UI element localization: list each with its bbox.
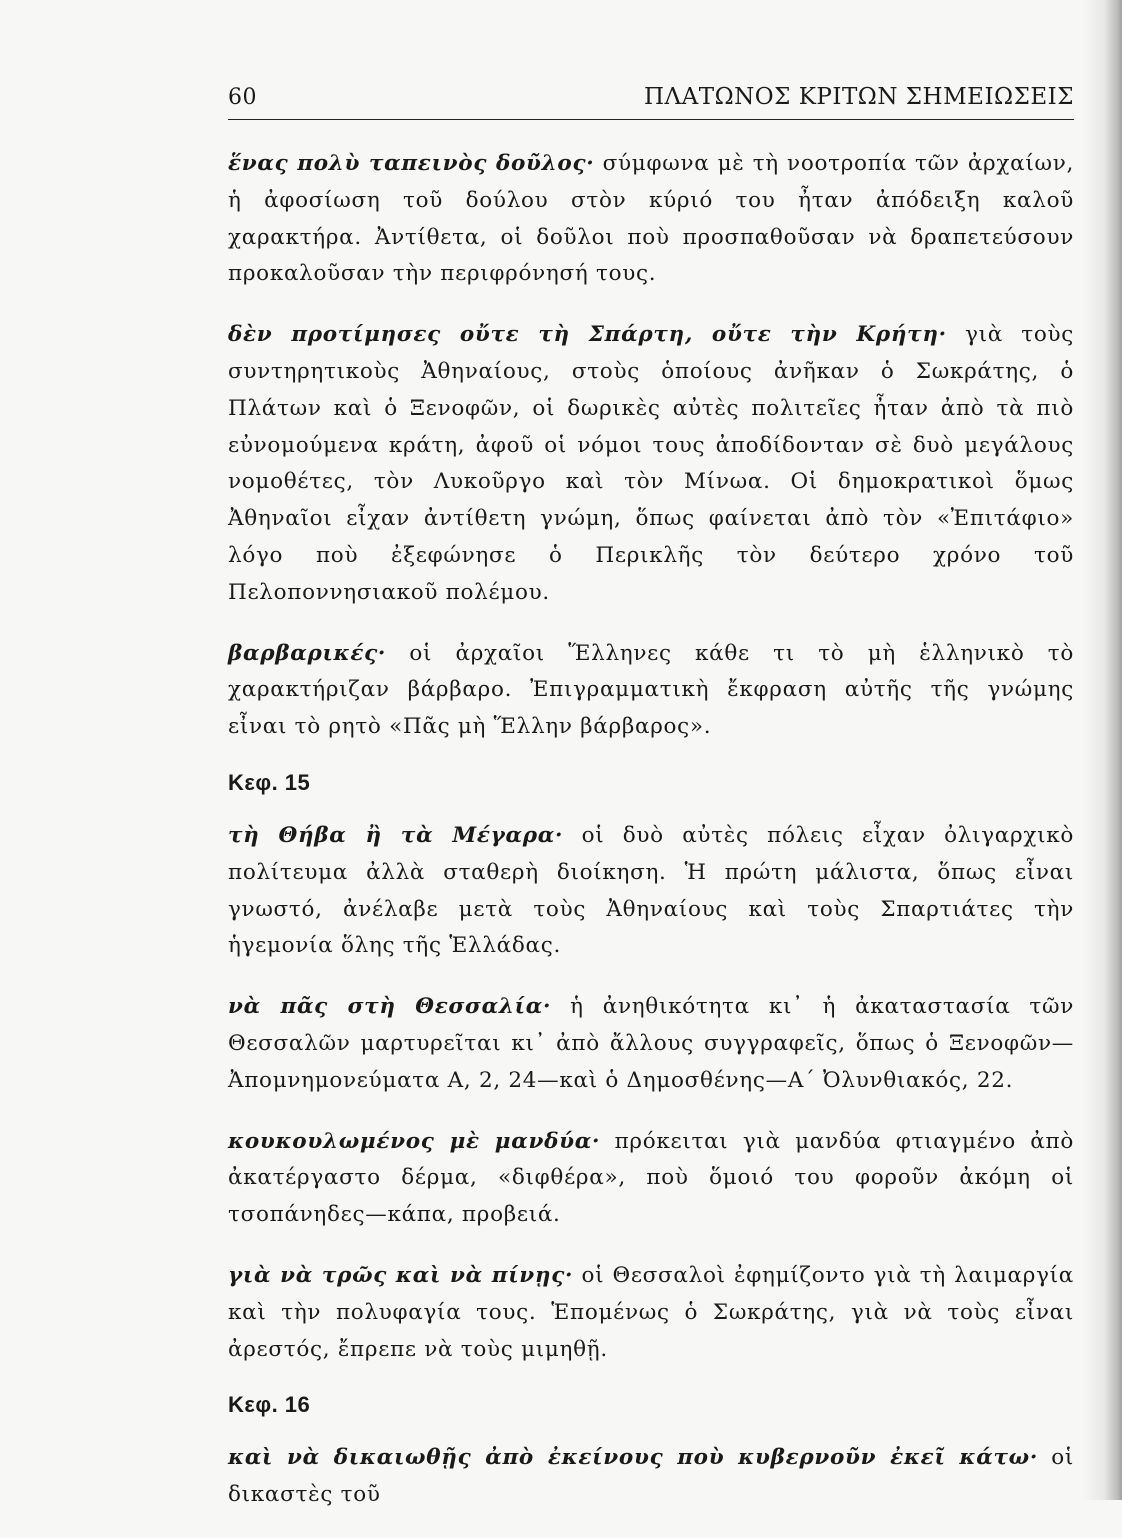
page-edge-shadow (1082, 0, 1122, 1500)
note-text: οἱ δυὸ αὐτὲς πόλεις εἶχαν ὀλιγαρχικὸ πολίτευμα ἀλλὰ σταθερὴ διοίκηση. Ἡ πρώτη μάλιστα, ὅπως εἶναι γνωστό, ἀνέλαβε μετὰ τοὺς Ἀθηναίους καὶ τοὺς Σπαρτιάτες τὴν ἡγεμονία ὅλης τῆς Ἑλλάδας. (228, 822, 1074, 959)
note-paragraph (228, 636, 1074, 746)
note-lemma: δὲν προτίμησες οὔτε τὴ Σπάρτη, οὔτε τὴν Κρήτη· (228, 322, 947, 348)
page-number: 60 (228, 85, 257, 110)
chapter-heading-16: Κεφ. 16 (228, 1392, 311, 1418)
note-text: οἱ Θεσσαλοὶ ἐφημίζοντο γιὰ τὴ λαιμαργία καὶ τὴν πολυφαγία τους. Ἑπομένως ὁ Σωκράτης, γιὰ νὰ τοὺς εἶναι ἀρεστός, ἔπρεπε νὰ τοὺς μιμηθῇ. (228, 1262, 1074, 1362)
note-text: γιὰ τοὺς συντηρητικοὺς Ἀθηναίους, στοὺς ὁποίους ἀνῆκαν ὁ Σωκράτης, ὁ Πλάτων καὶ ὁ Ξενοφῶν, οἱ δωρικὲς αὐτὲς πολιτεῖες ἦταν ἀπὸ τὰ πιὸ εὐνομούμενα κράτη, ἀφοῦ οἱ νόμοι τους ἀποδίδονταν σὲ δυὸ μεγάλους νομοθέτες, τὸν Λυκοῦργο καὶ τὸν Μίνωα. Οἱ δημοκρατικοὶ ὅμως Ἀθηναῖοι εἶχαν ἀντίθετη γνώμη, ὅπως φαίνεται ἀπὸ τὸν «Ἐπιτάφιο» λόγο ποὺ ἐξεφώνησε ὁ Περικλῆς τὸν δεύτερο χρόνο τοῦ Πελοποννησιακοῦ πολέμου. (228, 322, 1074, 605)
note-paragraph (228, 1124, 1074, 1234)
notes-body (228, 146, 1074, 1514)
note-lemma: καὶ νὰ δικαιωθῇς ἀπὸ ἐκείνους ποὺ κυβερνοῦν ἐκεῖ κάτω· (228, 1445, 1039, 1471)
note-lemma: τὴ Θήβα ἢ τὰ Μέγαρα· (228, 822, 564, 848)
note-lemma: βαρβαρικές· (228, 640, 387, 666)
chapter-heading-15: Κεφ. 15 (228, 769, 311, 795)
note-lemma: γιὰ νὰ τρῶς καὶ νὰ πίνῃς· (228, 1262, 574, 1288)
note-lemma: ἕνας πολὺ ταπεινὸς δοῦλος· (228, 151, 595, 176)
running-header (228, 84, 1074, 120)
note-paragraph (228, 818, 1074, 965)
note-text: οἱ ἀρχαῖοι Ἕλληνες κάθε τι τὸ μὴ ἑλληνικὸ τὸ χαρακτήριζαν βάρβαρο. Ἐπιγραμματικὴ ἔκφραση αὐτῆς τῆς γνώμης εἶναι τὸ ρητὸ «Πᾶς μὴ Ἕλλην βάρβαρος». (228, 640, 1074, 740)
note-lemma: κουκουλωμένος μὲ μανδύα· (228, 1128, 601, 1154)
note-text: οἱ δικαστὲς τοῦ (228, 1445, 1074, 1508)
running-title: ΠΛΑΤΩΝΟΣ ΚΡΙΤΩΝ ΣΗΜΕΙΩΣΕΙΣ (643, 84, 1074, 110)
note-lemma: νὰ πᾶς στὴ Θεσσαλία· (228, 994, 552, 1020)
note-text: ἡ ἀνηθικότητα κι᾽ ἡ ἀκαταστασία τῶν Θεσσαλῶν μαρτυρεῖται κι᾽ ἀπὸ ἄλλους συγγραφεῖς, ὅπως ὁ Ξενοφῶν—Ἀπομνημονεύματα Α, 2, 24—καὶ ὁ Δημοσθένης—Α΄ Ὀλυνθιακός, 22. (228, 994, 1074, 1093)
note-text: σύμφωνα μὲ τὴ νοοτροπία τῶν ἀρχαίων, ἡ ἀφοσίωση τοῦ δούλου στὸν κύριό του ἦταν ἀπόδειξη καλοῦ χαρακτήρα. Ἀντίθετα, οἱ δοῦλοι ποὺ προσπαθοῦσαν νὰ δραπετεύσουν προκαλοῦσαν τὴν περιφρόνησή τους. (228, 151, 1074, 287)
note-paragraph (228, 317, 1074, 611)
note-paragraph (228, 146, 1074, 293)
note-paragraph (228, 1440, 1074, 1514)
note-paragraph (228, 989, 1074, 1099)
book-page (228, 84, 1074, 1538)
note-paragraph (228, 1258, 1074, 1368)
note-text: πρόκειται γιὰ μανδύα φτιαγμένο ἀπὸ ἀκατέργαστο δέρμα, «διφθέρα», ποὺ ὅμοιό του φοροῦν ἀκόμη οἱ τσοπάνηδες—κάπα, προβειά. (228, 1128, 1075, 1228)
